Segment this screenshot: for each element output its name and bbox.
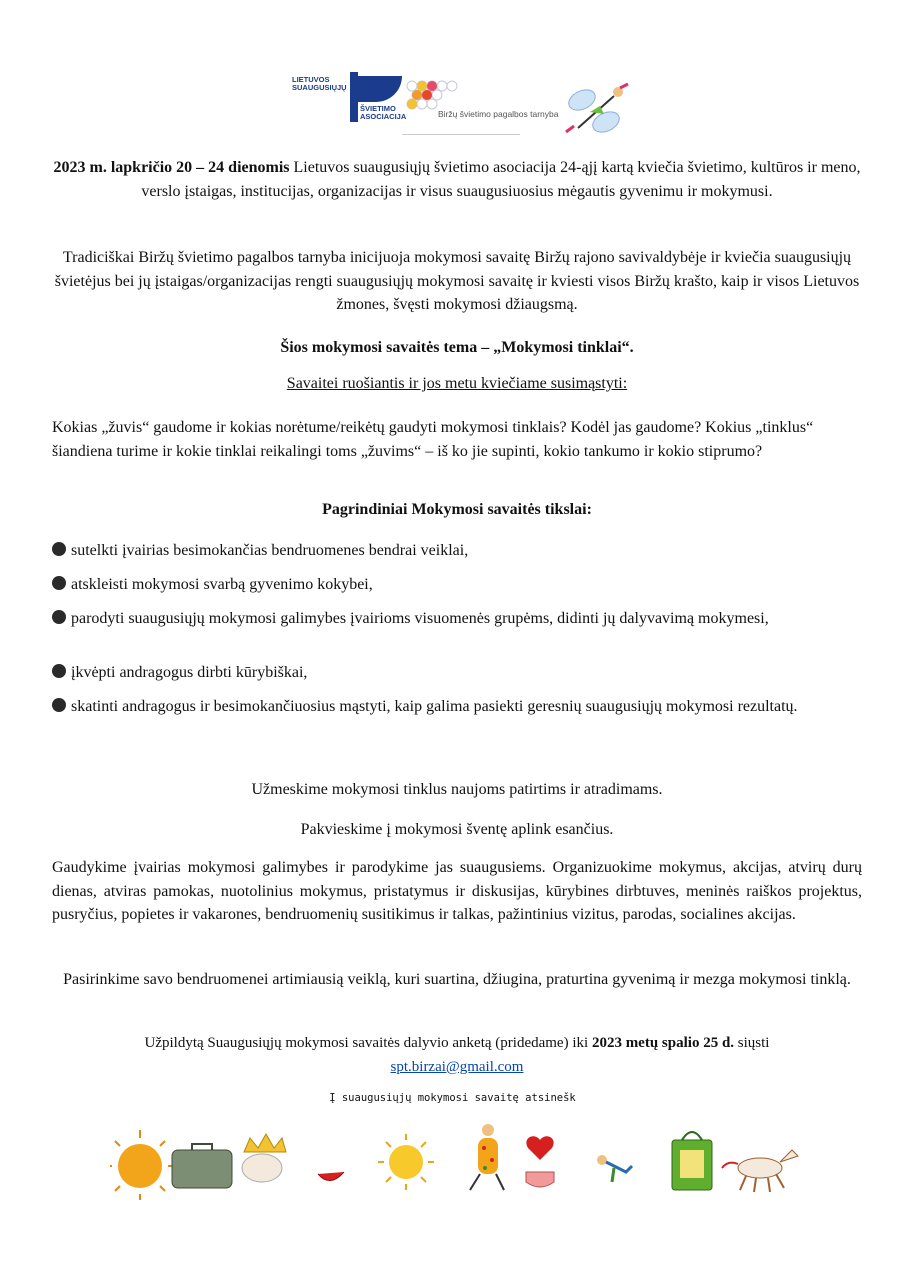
- bring-note: Į suaugusiųjų mokymosi savaitę atsinešk: [329, 1092, 576, 1104]
- call-invite: Pakvieskime į mokymosi šventę aplink esančius.: [300, 821, 614, 838]
- sun-drawing-icon: [378, 1134, 434, 1190]
- bullet-dot-icon: [52, 698, 66, 712]
- smile-drawing-icon: [318, 1172, 344, 1181]
- suitcase-drawing-icon: [172, 1144, 232, 1188]
- activities-paragraph: Gaudykime įvairias mokymosi galimybes ir parodykime jas suaugusiems. Organizuokime mokymus, akcijas, atvirų durų dienas, atviras pamokas, nuotolinius mokymus, pristatymus ir diskusijas, kūrybines dirbtuves, meninės raiškos projektus, pusryčius, popietes ir vakarones, bendruomenių susitikimus ir talkas, pažintinius vizitus, parodas, socialines akcijas.: [52, 859, 862, 923]
- sun-drawing-icon: [110, 1130, 174, 1200]
- birzai-education-support-logo: [402, 76, 559, 136]
- bag-drawing-icon: [672, 1132, 712, 1190]
- intro-paragraph: [52, 156, 862, 203]
- crown-drawing-icon: [242, 1134, 286, 1182]
- questions-paragraph: Kokias „žuvis“ gaudome ir kokias norėtume/reikėtų gaudyti mokymosi tinklais? Kodėl jas gaudome? Kokius „tinklus“ šiandiena turime ir kokie tinklai reikalingi toms „žuvims“ – iš ko jie supinti, kokio tankumo ir kokio stiprumo?: [52, 419, 814, 460]
- goal-item: sutelkti įvairias besimokančias bendruomenes bendrai veiklai,: [52, 540, 862, 562]
- fairy-logo-icon: [560, 82, 632, 140]
- bullet-dot-icon: [52, 542, 66, 556]
- event-dates: 2023 m. lapkričio 20 – 24 dienomis: [53, 159, 290, 176]
- goals-heading: Pagrindiniai Mokymosi savaitės tikslai:: [322, 501, 592, 518]
- intro-text: Lietuvos suaugusiųjų švietimo asociacija 24-ąjį kartą kviečia švietimo, kultūros ir meno, verslo įstaigas, institucijas, organizacijas ir visus suaugusiuosius mėgautis gyvenimu ir mokymusi.: [141, 159, 861, 200]
- bullet-dot-icon: [52, 610, 66, 624]
- theme-heading: Šios mokymosi savaitės tema – „Mokymosi tinklai“.: [280, 339, 634, 356]
- goal-item: įkvėpti andragogus dirbti kūrybiškai,: [52, 662, 862, 684]
- submission-paragraph: Užpildytą Suaugusiųjų mokymosi savaitės dalyvio anketą (pridedame) iki 2023 metų spalio 25 d. siųsti spt.birzai@gmail.com: [144, 1035, 770, 1075]
- heart-drawing-icon: [526, 1136, 554, 1187]
- bullet-dot-icon: [52, 664, 66, 678]
- choose-paragraph: Pasirinkime savo bendruomenei artimiausią veiklą, kuri suartina, džiugina, praturtina gyvenimą ir mezga mokymosi tinklą.: [63, 971, 851, 988]
- goal-item: atskleisti mokymosi svarbą gyvenimo kokybei,: [52, 574, 862, 596]
- goal-item: skatinti andragogus ir besimokančiuosius mąstyti, kaip galima pasiekti geresnių suaugusiųjų mokymosi rezultatų.: [52, 696, 862, 718]
- person-drawing-icon: [470, 1124, 504, 1190]
- call-cast-nets: Užmeskime mokymosi tinklus naujoms patirtims ir atradimams.: [251, 781, 663, 798]
- submission-deadline: 2023 metų spalio 25 d.: [591, 1035, 735, 1051]
- email-link[interactable]: spt.birzai@gmail.com: [390, 1058, 524, 1075]
- horse-drawing-icon: [722, 1150, 798, 1192]
- bspt-caption: Biržų švietimo pagalbos tarnyba: [438, 109, 559, 119]
- goal-item: parodyti suaugusiųjų mokymosi galimybes įvairioms visuomenės grupėms, didinti jų dalyvavimą mokymesi,: [52, 608, 862, 630]
- lsa-logo: LIETUVOS SUAUGUSIŲJŲ ŠVIETIMO ASOCIACIJA: [290, 72, 402, 122]
- tradition-paragraph: Tradiciškai Biržų švietimo pagalbos tarnyba inicijuoja mokymosi savaitę Biržų rajono savivaldybėje ir kviečia suaugusiųjų švietėjus bei jų įstaigas/organizacijas rengti suaugusiųjų mokymosi savaitę ir kviesti visos Biržų krašto, kaip ir visos Lietuvos žmones, švęsti mokymosi džiaugsmą.: [54, 249, 860, 313]
- illustration-strip: [110, 1116, 810, 1201]
- bullet-dot-icon: [52, 576, 66, 590]
- falling-figure-drawing-icon: [597, 1155, 632, 1182]
- reflect-heading: Savaitei ruošiantis ir jos metu kviečiame susimąstyti:: [286, 375, 628, 392]
